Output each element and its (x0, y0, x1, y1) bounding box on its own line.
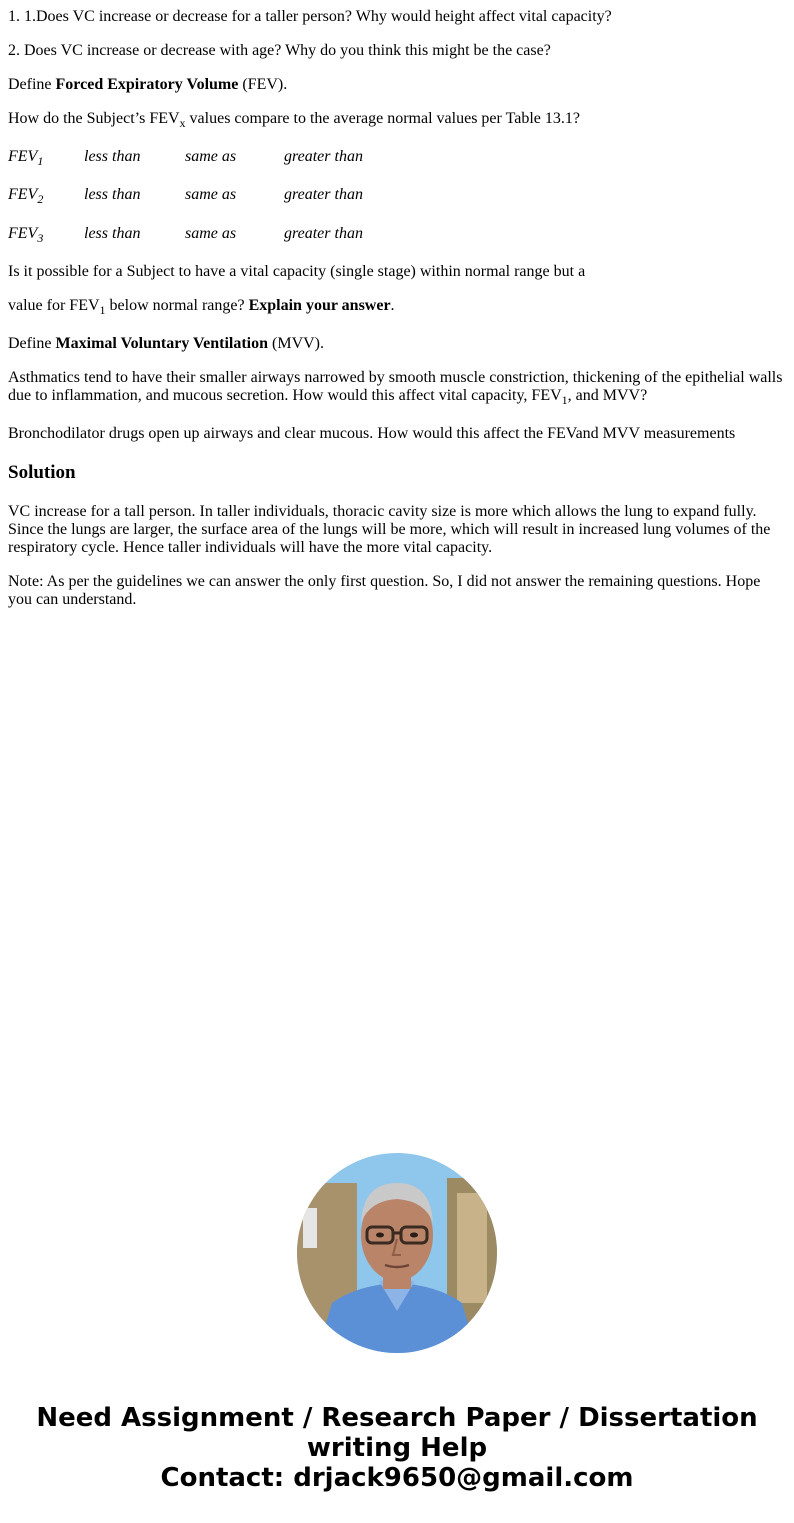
author-avatar (297, 1153, 497, 1353)
option-greater-than: greater than (284, 148, 363, 165)
option-less-than: less than (84, 148, 141, 165)
footer-contact: Contact: drjack9650@gmail.com (160, 1463, 634, 1493)
option-greater-than: greater than (284, 225, 363, 242)
contact-footer (0, 1403, 794, 1493)
question-2: 2. Does VC increase or decrease with age? Why do you think this might be the case? (8, 42, 551, 59)
option-same-as: same as (185, 186, 237, 203)
fev-label: $FEV_2$ (8, 186, 44, 206)
option-less-than: less than (84, 186, 141, 203)
question-define-fev: Define Forced Expiratory Volume (FEV). (8, 76, 288, 93)
question-fev-compare: How do the Subject’s $FEV_x$ values compare to the average normal values per Table 13.1? (8, 110, 580, 130)
question-define-mvv: Define Maximal Voluntary Ventilation (MVV). (8, 335, 325, 352)
question-1: 1. 1.Does VC increase or decrease for a taller person? Why would height affect vital capacity? (8, 8, 612, 25)
fev-label: $FEV_3$ (8, 225, 44, 245)
author-photo-icon (297, 1153, 497, 1353)
option-less-than: less than (84, 225, 141, 242)
option-same-as: same as (185, 225, 237, 242)
question-asthmatics: Asthmatics tend to have their smaller airways narrowed by smooth muscle constriction, thickening of the epithelial walls due to inflammation, and mucous secretion. How would this affect vital capacity, $FEV_1$, and MVV? (8, 369, 783, 407)
option-greater-than: greater than (284, 186, 363, 203)
footer-line-2: writing Help (306, 1433, 488, 1463)
solution-heading: Solution (8, 462, 76, 483)
solution-note: Note: As per the guidelines we can answer the only first question. So, I did not answer the remaining questions. Hope you can understand. (8, 573, 761, 608)
option-same-as: same as (185, 148, 237, 165)
question-bronchodilator: Bronchodilator drugs open up airways and clear mucous. How would this affect the FEVand MVV measurements (8, 425, 736, 442)
fev-label: $FEV_1$ (8, 148, 44, 168)
solution-text: VC increase for a tall person. In taller individuals, thoracic cavity size is more which allows the lung to expand fully. Since the lungs are larger, the surface area of the lungs will be more, which will result in increased lung volumes of the respiratory cycle. Hence taller individuals will have the more vital capacity. (8, 503, 771, 556)
footer-line-1: Need Assignment / Research Paper / Dissertation (36, 1403, 758, 1433)
question-vc-normal-line2: value for $FEV_1$ below normal range? Explain your answer. (8, 297, 395, 317)
question-vc-normal-line1: Is it possible for a Subject to have a vital capacity (single stage) within normal range but a (8, 263, 586, 280)
